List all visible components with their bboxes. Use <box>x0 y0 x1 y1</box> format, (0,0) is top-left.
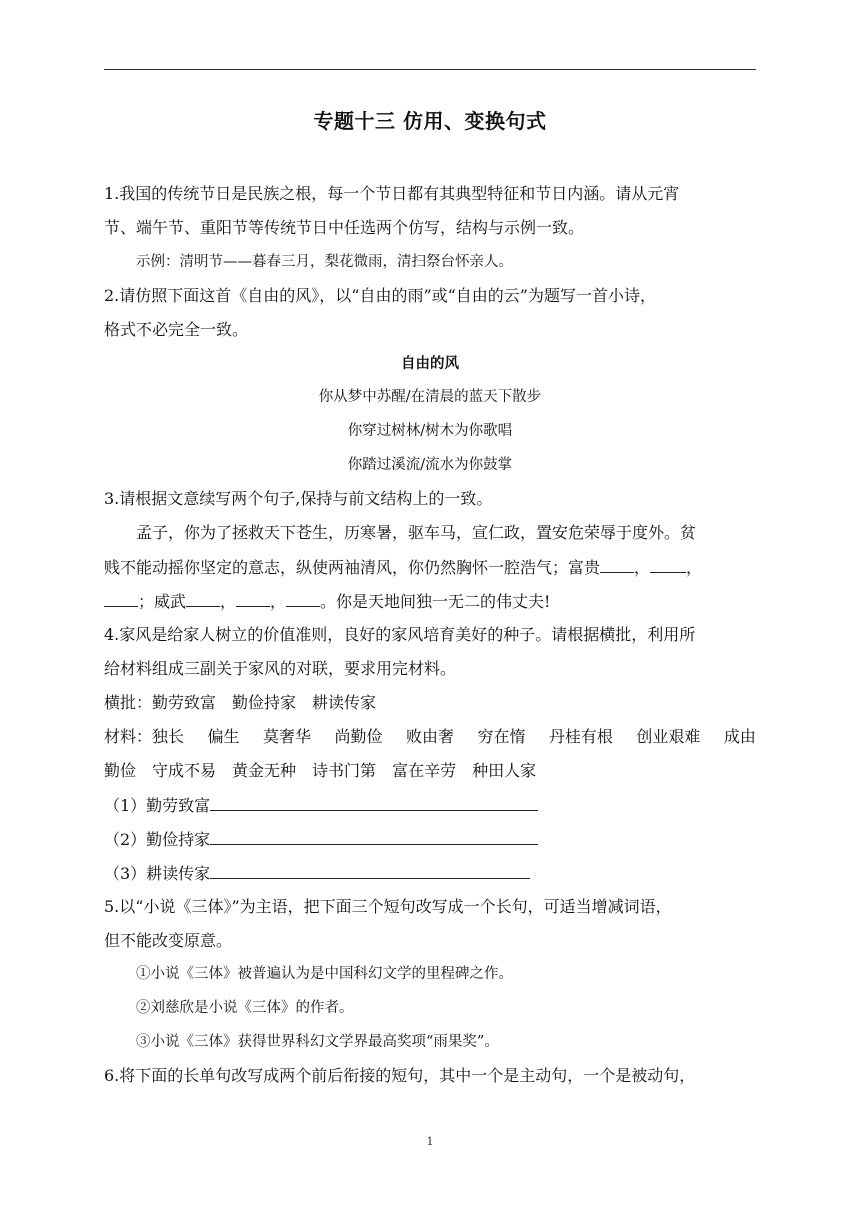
answer-row-2 <box>104 828 538 851</box>
materials-line-1 <box>104 726 756 748</box>
answer-label: （2）勤俭持家 <box>104 830 211 849</box>
horizontal-scrolls <box>104 692 392 714</box>
material-item: 富在辛劳 <box>392 761 457 780</box>
answer-label: （3）耕读传家 <box>104 864 211 883</box>
q3-text: 贱不能动摇你坚定的意志，纵使两袖清风，你仍然胸怀一腔浩气；富贵 <box>104 558 601 577</box>
material-item: 败由奢 <box>405 727 454 746</box>
answer-blank[interactable] <box>650 556 686 573</box>
answer-blank[interactable] <box>210 794 538 811</box>
q5-sentence-1: ①小说《三体》被普遍认为是中国科幻文学的里程碑之作。 <box>136 966 513 982</box>
answer-blank[interactable] <box>236 590 270 607</box>
page-number: 1 <box>426 1135 434 1148</box>
q3-line-1: 3.请根据文意续写两个句子,保持与前文结构上的一致。 <box>104 489 493 508</box>
q1-line-1: 1.我国的传统节日是民族之根，每一个节日都有其典型特征和节日内涵。请从元宵 <box>104 184 680 203</box>
poem-line: 你从梦中苏醒/在清晨的蓝天下散步 <box>318 389 542 405</box>
material-item: 成由 <box>723 727 756 746</box>
material-item: 守成不易 <box>152 761 217 780</box>
q5-sentence-3: ③小说《三体》获得世界科幻文学界最高奖项“雨果奖”。 <box>136 1034 499 1050</box>
material-item: 丹桂有根 <box>548 727 613 746</box>
answer-blank[interactable] <box>186 590 220 607</box>
answer-blank[interactable] <box>286 590 320 607</box>
answer-blank[interactable] <box>210 828 538 845</box>
poem-line: 你穿过树林/树木为你歌唱 <box>347 423 513 439</box>
q6-line-1: 6.将下面的长单句改写成两个前后衔接的短句，其中一个是主动句，一个是被动句， <box>104 1066 696 1085</box>
material-item: 尚勤俭 <box>334 727 383 746</box>
poem-line: 你踏过溪流/流水为你鼓掌 <box>347 457 513 473</box>
q3-paragraph-2: 贱不能动摇你坚定的意志，纵使两袖清风，你仍然胸怀一腔浩气；富贵 ， ， <box>104 558 703 577</box>
answer-label: （1）勤劳致富 <box>104 796 211 815</box>
q1-example: 示例：清明节——暮春三月，梨花微雨，清扫祭台怀亲人。 <box>136 254 513 270</box>
material-item: 勤俭 <box>104 761 137 780</box>
horizontal-label: 横批： <box>104 693 153 712</box>
q5-sentence-2: ②刘慈欣是小说《三体》的作者。 <box>136 1000 354 1016</box>
q2-line-1: 2.请仿照下面这首《自由的风》，以“自由的雨”或“自由的云”为题写一首小诗， <box>104 286 656 305</box>
q1-line-2: 节、端午节、重阳节等传统节日中任选两个仿写，结构与示例一致。 <box>104 218 585 237</box>
materials-line-2 <box>104 760 552 782</box>
answer-blank[interactable] <box>104 590 138 607</box>
horizontal-item: 勤俭持家 <box>232 693 297 712</box>
q3-paragraph-1: 孟子，你为了拯救天下苍生，历寒暑，驱车马，宣仁政，置安危荣辱于度外。贫 <box>136 523 697 542</box>
q2-line-2: 格式不必完全一致。 <box>104 320 249 339</box>
material-item: 偏生 <box>207 727 240 746</box>
q4-line-2: 给材料组成三副关于家风的对联，要求用完材料。 <box>104 659 457 678</box>
poem-title: 自由的风 <box>401 355 459 372</box>
q4-line-1: 4.家风是给家人树立的价值准则，良好的家风培育美好的种子。请根据横批，利用所 <box>104 625 696 644</box>
answer-row-3 <box>104 862 530 885</box>
material-item: 独长 <box>152 727 185 746</box>
answer-blank[interactable] <box>600 556 634 573</box>
q5-line-2: 但不能改变原意。 <box>104 931 233 950</box>
horizontal-item: 勤劳致富 <box>152 693 217 712</box>
material-item: 穷在惰 <box>477 727 526 746</box>
answer-row-1 <box>104 794 538 817</box>
header-rule <box>104 69 756 70</box>
q5-line-1: 5.以“小说《三体》”为主语，把下面三个短句改写成一个长句，可适当增减词语， <box>104 897 672 916</box>
answer-blank[interactable] <box>210 862 530 879</box>
material-item: 种田人家 <box>472 761 537 780</box>
material-item: 诗书门第 <box>312 761 377 780</box>
q3-paragraph-3: ；威武 ， ， 。你是天地间独一无二的伟丈夫! <box>104 590 550 613</box>
page-title: 专题十三 仿用、变换句式 <box>313 109 547 133</box>
material-item: 黄金无种 <box>232 761 297 780</box>
material-label: 材料： <box>104 727 153 746</box>
horizontal-item: 耕读传家 <box>312 693 377 712</box>
material-item: 莫奢华 <box>262 727 311 746</box>
material-item: 创业艰难 <box>636 727 701 746</box>
